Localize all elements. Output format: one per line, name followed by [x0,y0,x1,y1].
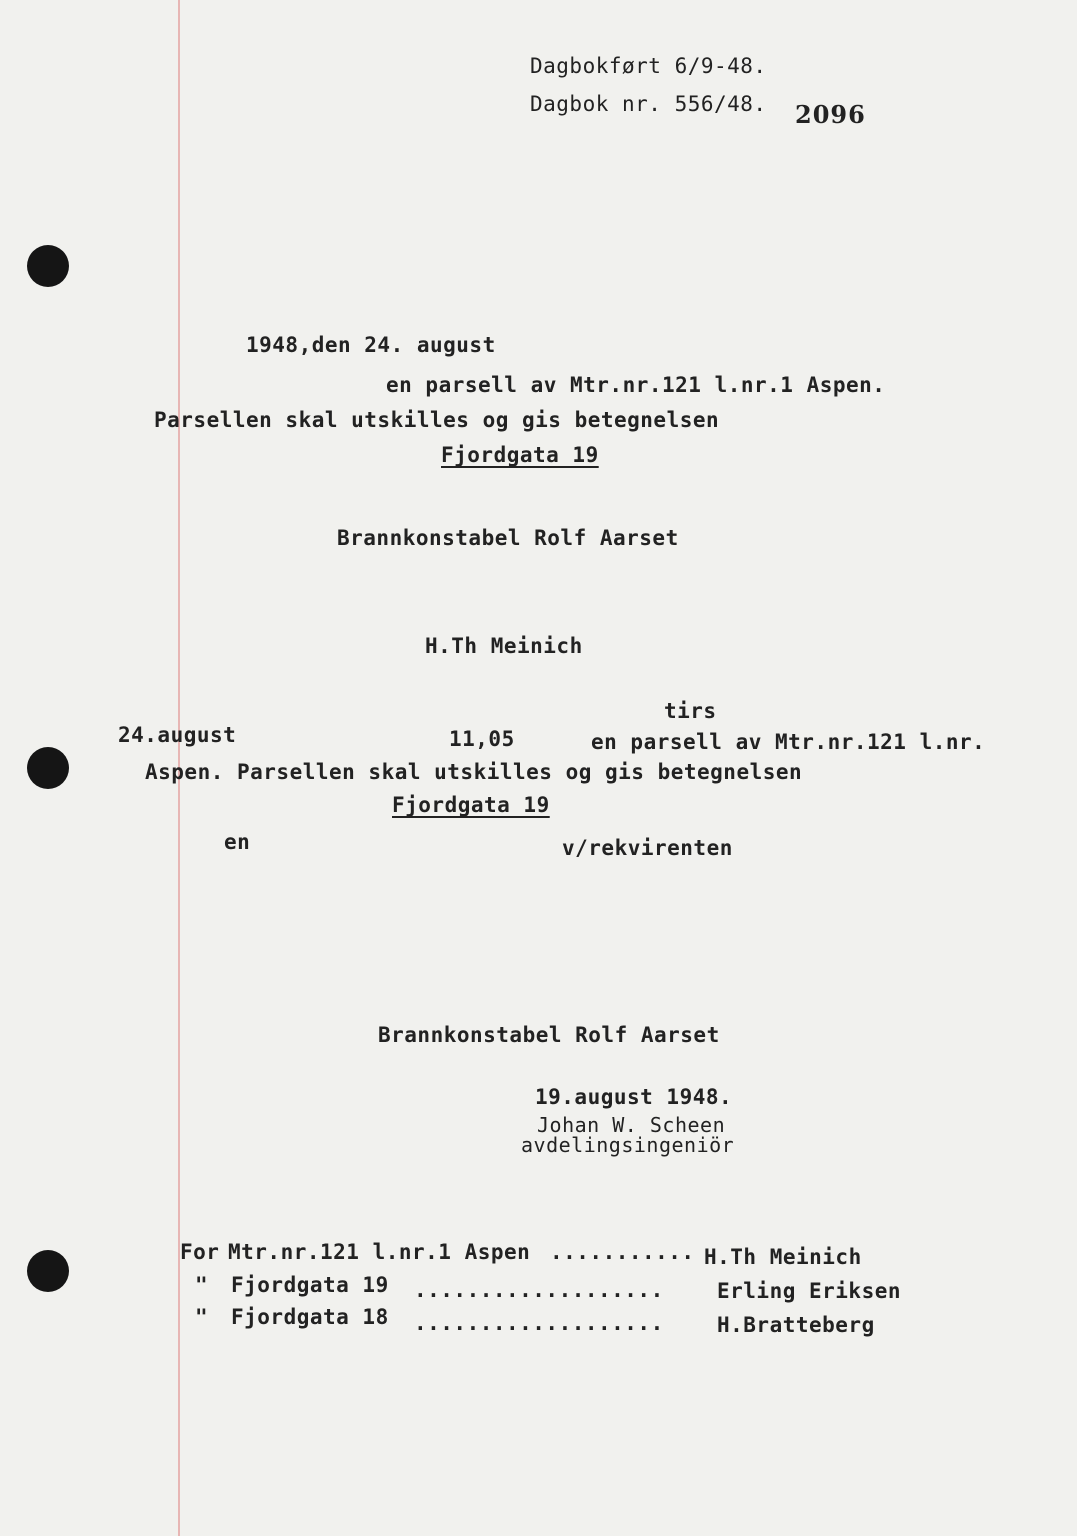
section3-party: Brannkonstabel Rolf Aarset [378,1023,720,1047]
section2-en: en [224,830,251,854]
dagbokfort-stamp: Dagbokført 6/9-48. [530,54,767,78]
section3-date: 19.august 1948. [535,1085,733,1109]
section1-date: 1948,den 24. august [246,333,496,357]
section2-weekday: tirs [664,699,717,723]
section2-street: Fjordgata 19 [392,793,550,817]
owner-name: H.Th Meinich [704,1245,862,1269]
punch-hole [27,245,69,287]
section2-date: 24.august [118,723,237,747]
section2-time: 11,05 [449,727,515,751]
section1-line2: Parsellen skal utskilles og gis betegnelsen [154,408,720,432]
owner-property: Mtr.nr.121 l.nr.1 Aspen [228,1240,531,1264]
section1-street: Fjordgata 19 [441,443,599,467]
dot-leader: ........... [550,1240,695,1264]
dot-leader: ................... [414,1278,664,1302]
dot-leader: ................... [414,1311,664,1335]
owner-prefix: For [180,1240,220,1264]
section2-rekvirent: v/rekvirenten [562,836,733,860]
punch-hole [27,747,69,789]
owner-prefix: " [195,1273,209,1297]
signatory-name: Johan W. Scheen [537,1113,726,1137]
signatory-title: avdelingsingeniör [521,1133,735,1157]
section2-line2: Aspen. Parsellen skal utskilles og gis betegnelsen [145,760,803,784]
owner-property: Fjordgata 18 [231,1305,389,1329]
dagbok-number: Dagbok nr. 556/48. [530,92,767,116]
section1-party1: Brannkonstabel Rolf Aarset [337,526,679,550]
section2-line1: en parsell av Mtr.nr.121 l.nr. [591,730,986,754]
owner-property: Fjordgata 19 [231,1273,389,1297]
owner-name: H.Bratteberg [717,1313,875,1337]
page-number: 2096 [795,100,866,129]
owner-prefix: " [195,1305,209,1329]
punch-hole [27,1250,69,1292]
section1-party2: H.Th Meinich [425,634,583,658]
section1-line1: en parsell av Mtr.nr.121 l.nr.1 Aspen. [386,373,886,397]
owner-name: Erling Eriksen [717,1279,902,1303]
